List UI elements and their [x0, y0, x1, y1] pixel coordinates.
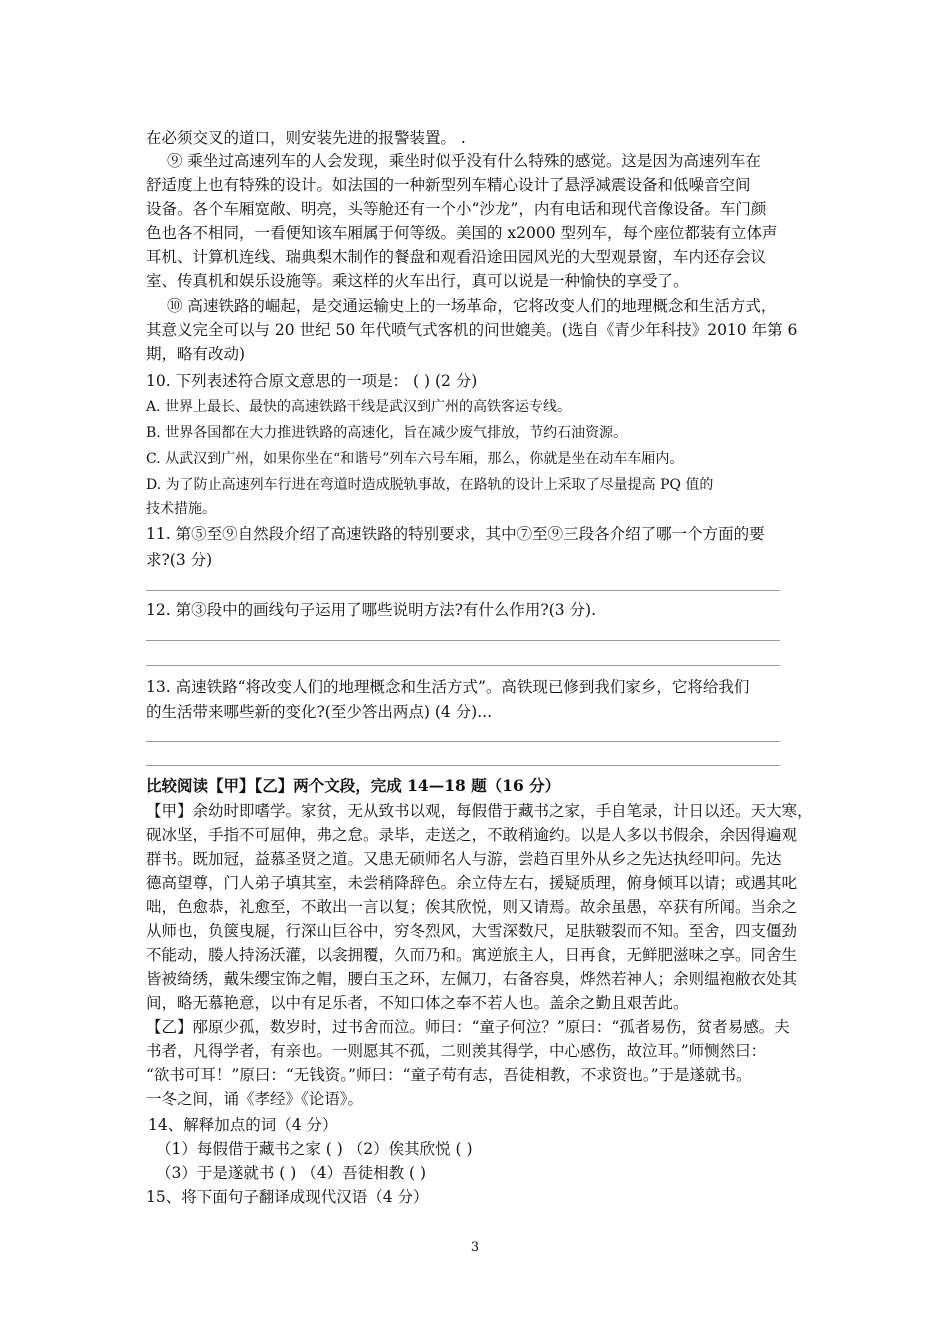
passage-line: 室、传真机和娱乐设施等。乘这样的火车出行，真可以说是一种愉快的享受了。 [146, 272, 689, 290]
question-11-stem: 11. 第⑤至⑨自然段介绍了高速铁路的特别要求，其中⑦至⑨三段各介绍了哪一个方面的要 [146, 525, 765, 543]
passage-line: 舒适度上也有特殊的设计。如法国的一种新型列车精心设计了悬浮减震设备和低噪音空间 [146, 176, 751, 194]
question-12-stem: 12. 第③段中的画线句子运用了哪些说明方法?有什么作用?(3 分). [146, 601, 597, 619]
passage-line: 在必须交叉的道口，则安装先进的报警装置。 . [146, 129, 466, 147]
comparative-reading-title: 比较阅读【甲】【乙】两个文段，完成 14—18 题（16 分） [146, 776, 561, 795]
question-10-option-a: A. 世界上最长、最快的高速铁路干线是武汉到广州的高铁客运专线。 [146, 399, 572, 415]
question-10-stem: 10. 下列表述符合原文意思的一项是： ( ) (2 分) [146, 372, 478, 390]
page-number: 3 [470, 1240, 480, 1255]
passage-yi-line: 一冬之间，诵《孝经》《论语》。 [146, 1090, 364, 1108]
passage-line: 期，略有改动) [146, 345, 246, 363]
answer-line [146, 765, 780, 766]
answer-line [146, 590, 780, 591]
passage-jia-line: 群书。既加冠，益慕圣贤之道。又患无硕师名人与游，尝趋百里外从乡之先达执经叩问。先达 [146, 850, 782, 868]
passage-line: 其意义完全可以与 20 世纪 50 年代喷气式客机的问世媲美。(选自《青少年科技》2010 年第 6 [146, 321, 798, 339]
paragraph-10-line: ⑩ 高速铁路的崛起，是交通运输史上的一场革命，它将改变人们的地理概念和生活方式， [167, 297, 777, 315]
passage-jia-line: 咄，色愈恭，礼愈至，不敢出一言以复；俟其欣悦，则又请焉。故余虽愚，卒获有所闻。当余之 [146, 898, 798, 916]
answer-line [146, 640, 780, 641]
passage-jia-line: 从师也，负箧曳屣，行深山巨谷中，穷冬烈风，大雪深数尺，足肤皲裂而不知。至舍，四支僵劲 [146, 922, 798, 940]
passage-jia-line: 间，略无慕艳意，以中有足乐者，不知口体之奉不若人也。盖余之勤且艰苦此。 [146, 994, 689, 1012]
passage-line: 设备。各个车厢宽敞、明亮，头等舱还有一个小“沙龙”，内有电话和现代音像设备。车门颜 [146, 200, 767, 218]
question-11-stem-cont: 求?(3 分) [146, 551, 213, 569]
question-13-stem: 13. 高速铁路“将改变人们的地理概念和生活方式”。高铁现已修到我们家乡，它将给我们 [146, 678, 750, 696]
question-10-option-d: D. 为了防止高速列车行进在弯道时造成脱轨事故，在路轨的设计上采取了尽量提高 PQ 值的 [146, 477, 714, 493]
passage-yi-line: “欲书可耳！”原曰：“无钱资。”师曰：“童子苟有志，吾徒相教，不求资也。”于是遂就书。 [146, 1066, 752, 1084]
passage-jia-line: 不能动，媵人持汤沃灌，以衾拥覆，久而乃和。寓逆旅主人，日再食，无鲜肥滋味之享。同舍生 [146, 946, 798, 964]
paragraph-9-line: ⑨ 乘坐过高速列车的人会发现，乘坐时似乎没有什么特殊的感觉。这是因为高速列车在 [167, 152, 761, 170]
answer-line [146, 665, 780, 666]
question-14-row-1: （1）每假借于藏书之家 ( ) （2）俟其欣悦 ( ) [156, 1140, 473, 1158]
passage-line: 色也各不相同，一看便知该车厢属于何等级。美国的 x2000 型列车，每个座位都装有立体声 [146, 224, 778, 242]
question-13-stem-cont: 的生活带来哪些新的变化?(至少答出两点) (4 分)... [146, 703, 492, 721]
answer-line [146, 741, 780, 742]
passage-line: 耳机、计算机连线、瑞典梨木制作的餐盘和观看沿途田园风光的大型观景窗，车内还存会议 [146, 248, 767, 266]
question-10-option-c: C. 从武汉到广州，如果你坐在“和谐号”列车六号车厢，那么，你就是坐在动车车厢内。 [146, 451, 684, 467]
passage-jia-line: 【甲】余幼时即嗜学。家贫，无从致书以观，每假借于藏书之家，手自笔录，计日以还。天大寒， [146, 802, 813, 820]
passage-jia-line: 砚冰坚，手指不可屈伸，弗之怠。录毕，走送之，不敢稍逾约。以是人多以书假余，余因得遍观 [146, 826, 798, 844]
passage-jia-line: 德高望尊，门人弟子填其室，未尝稍降辞色。余立侍左右，援疑质理，俯身倾耳以请；或遇其叱 [146, 874, 798, 892]
passage-yi-line: 【乙】邴原少孤，数岁时，过书舍而泣。师曰：“童子何泣？”原曰：“孤者易伤，贫者易感。夫 [146, 1018, 790, 1036]
question-10-option-d-cont: 技术措施。 [146, 501, 216, 517]
question-15-stem: 15、将下面句子翻译成现代汉语（4 分） [146, 1188, 429, 1206]
passage-yi-line: 书者，凡得学者，有亲也。一则愿其不孤，二则羡其得学，中心感伤，故泣耳。”师恻然曰： [146, 1042, 767, 1060]
question-14-row-2: （3）于是遂就书 ( ) （4）吾徒相教 ( ) [156, 1164, 427, 1182]
question-10-option-b: B. 世界各国都在大力推进铁路的高速化，旨在减少废气排放，节约石油资源。 [146, 425, 628, 441]
question-14-stem: 14、解释加点的词（4 分） [148, 1116, 338, 1134]
passage-jia-line: 皆被绮绣，戴朱缨宝饰之帽，腰白玉之环，左佩刀，右备容臭，烨然若神人；余则缊袍敝衣处其 [146, 970, 798, 988]
